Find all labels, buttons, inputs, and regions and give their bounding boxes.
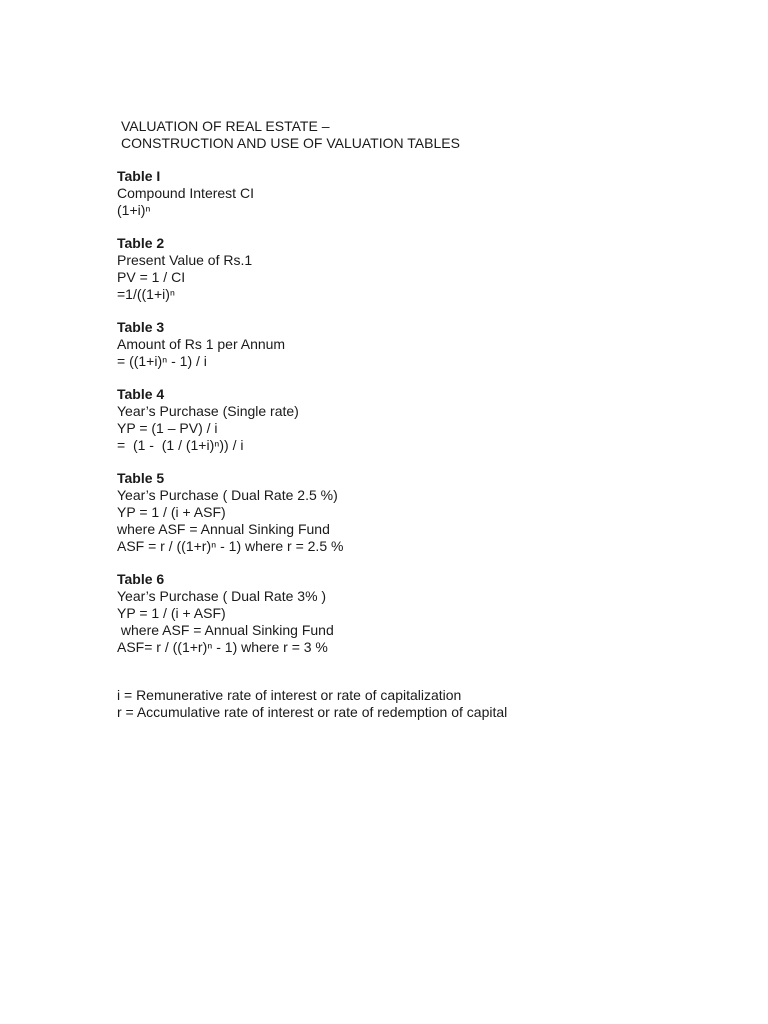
table-heading: Table 2 [117, 235, 165, 251]
formula-line: ASF= r / ((1+r)ⁿ - 1) where r = 3 % [117, 639, 328, 655]
table-section-1 [117, 168, 737, 219]
table-line: Year’s Purchase (Single rate) [117, 403, 299, 419]
definition-i: i = Remunerative rate of interest or rate of capitalization [117, 687, 462, 703]
formula-line: YP = (1 – PV) / i [117, 420, 218, 436]
table-line: Year’s Purchase ( Dual Rate 2.5 %) [117, 487, 338, 503]
table-heading: Table 4 [117, 386, 165, 402]
formula-line: PV = 1 / CI [117, 269, 186, 285]
title-line-1: VALUATION OF REAL ESTATE – [121, 118, 330, 134]
tables-list [117, 168, 737, 672]
formula-line: ASF = r / ((1+r)ⁿ - 1) where r = 2.5 % [117, 538, 344, 554]
table-line: Present Value of Rs.1 [117, 252, 253, 268]
table-section-4 [117, 386, 737, 454]
table-line: Compound Interest CI [117, 185, 254, 201]
formula-line: =1/((1+i)ⁿ [117, 286, 176, 302]
table-heading: Table 3 [117, 319, 165, 335]
formula-line: = (1 - (1 / (1+i)ⁿ)) / i [117, 437, 244, 453]
formula-line: YP = 1 / (i + ASF) [117, 504, 226, 520]
document-title [121, 118, 460, 152]
definition-r: r = Accumulative rate of interest or rate of redemption of capital [117, 704, 508, 720]
formula-line: (1+i)ⁿ [117, 202, 151, 218]
table-heading: Table I [117, 168, 161, 184]
table-section-2 [117, 235, 737, 303]
definitions [117, 687, 507, 721]
table-heading: Table 5 [117, 470, 165, 486]
table-line: Year’s Purchase ( Dual Rate 3% ) [117, 588, 327, 604]
table-section-5 [117, 470, 737, 555]
table-section-6 [117, 571, 737, 656]
table-line: Amount of Rs 1 per Annum [117, 336, 286, 352]
formula-line: where ASF = Annual Sinking Fund [117, 622, 334, 638]
title-line-2: CONSTRUCTION AND USE OF VALUATION TABLES [121, 135, 460, 151]
formula-line: YP = 1 / (i + ASF) [117, 605, 226, 621]
table-heading: Table 6 [117, 571, 165, 587]
table-section-3 [117, 319, 737, 370]
formula-line: = ((1+i)ⁿ - 1) / i [117, 353, 207, 369]
formula-line: where ASF = Annual Sinking Fund [117, 521, 330, 537]
